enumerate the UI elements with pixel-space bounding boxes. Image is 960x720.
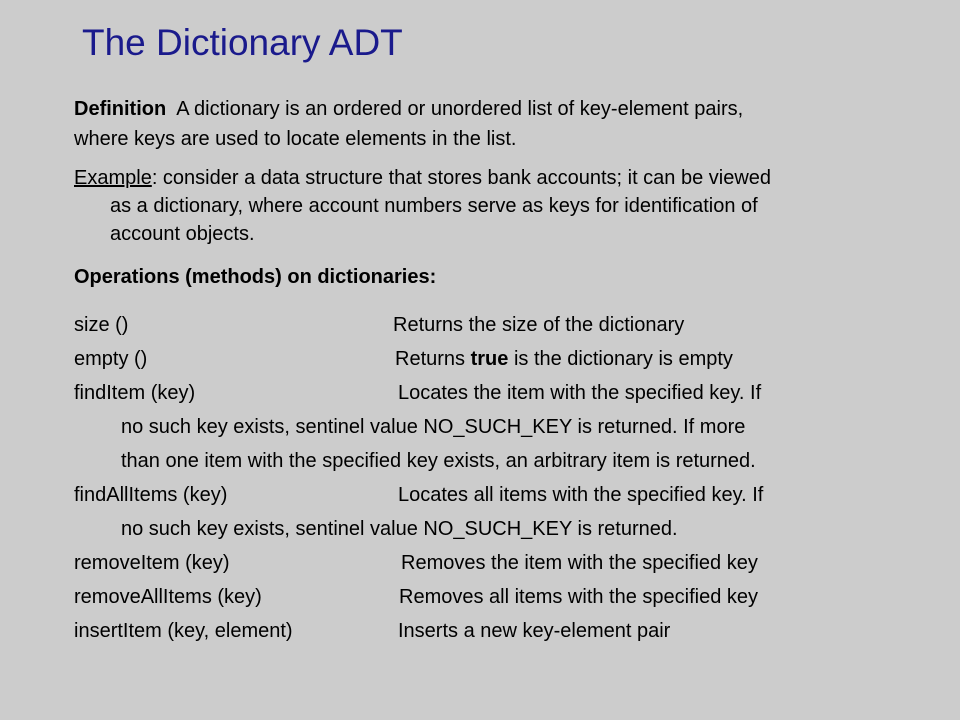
operation-row-size — [74, 308, 934, 342]
operation-desc: Locates the item with the specified key. If — [398, 382, 762, 404]
example-block — [74, 164, 934, 248]
operation-desc: Removes the item with the specified key — [401, 552, 758, 574]
example-text-1: : consider a data structure that stores bank accounts; it can be viewed — [151, 167, 772, 189]
operation-desc: Locates all items with the specified key. If — [398, 484, 764, 506]
operation-method: findItem (key) — [74, 382, 196, 404]
example-line-1 — [74, 164, 934, 192]
definition-text-1: A dictionary is an ordered or unordered list of key-element pairs, — [176, 98, 744, 120]
operation-method: insertItem (key, element) — [74, 620, 293, 642]
operation-row-remove-item — [74, 546, 934, 580]
slide-body — [74, 94, 934, 648]
definition-label: Definition — [74, 98, 167, 120]
operation-row-empty — [74, 342, 934, 376]
definition-line-1 — [74, 94, 934, 124]
operation-desc-post: is the dictionary is empty — [508, 348, 733, 370]
operation-continuation: no such key exists, sentinel value NO_SUCH_KEY is returned. If more — [121, 416, 746, 438]
operation-method: removeAllItems (key) — [74, 586, 262, 608]
definition-line-2: where keys are used to locate elements in the list. — [74, 128, 517, 150]
operation-method: removeItem (key) — [74, 552, 230, 574]
example-line-3: account objects. — [110, 223, 255, 245]
operation-desc: Inserts a new key-element pair — [398, 620, 671, 642]
operation-method: findAllItems (key) — [74, 484, 228, 506]
operation-desc: Removes all items with the specified key — [399, 586, 759, 608]
example-label: Example — [74, 167, 152, 189]
operation-continuation: than one item with the specified key exists, an arbitrary item is returned. — [121, 450, 756, 472]
operation-row-find-item — [74, 376, 934, 410]
operations-list — [74, 308, 934, 648]
operation-row-remove-all-items — [74, 580, 934, 614]
operation-continuation: no such key exists, sentinel value NO_SUCH_KEY is returned. — [121, 518, 678, 540]
operation-desc — [395, 342, 733, 376]
operation-row-find-all-items — [74, 478, 934, 512]
slide-title: The Dictionary ADT — [82, 22, 403, 63]
operations-heading: Operations (methods) on dictionaries: — [74, 266, 437, 288]
operation-method: size () — [74, 314, 129, 336]
operation-method: empty () — [74, 348, 148, 370]
operation-desc-bold: true — [470, 348, 509, 370]
example-line-2: as a dictionary, where account numbers serve as keys for identification of — [110, 195, 758, 217]
operation-desc: Returns the size of the dictionary — [393, 314, 685, 336]
operation-desc-pre: Returns — [395, 348, 471, 370]
operation-row-insert-item — [74, 614, 934, 648]
